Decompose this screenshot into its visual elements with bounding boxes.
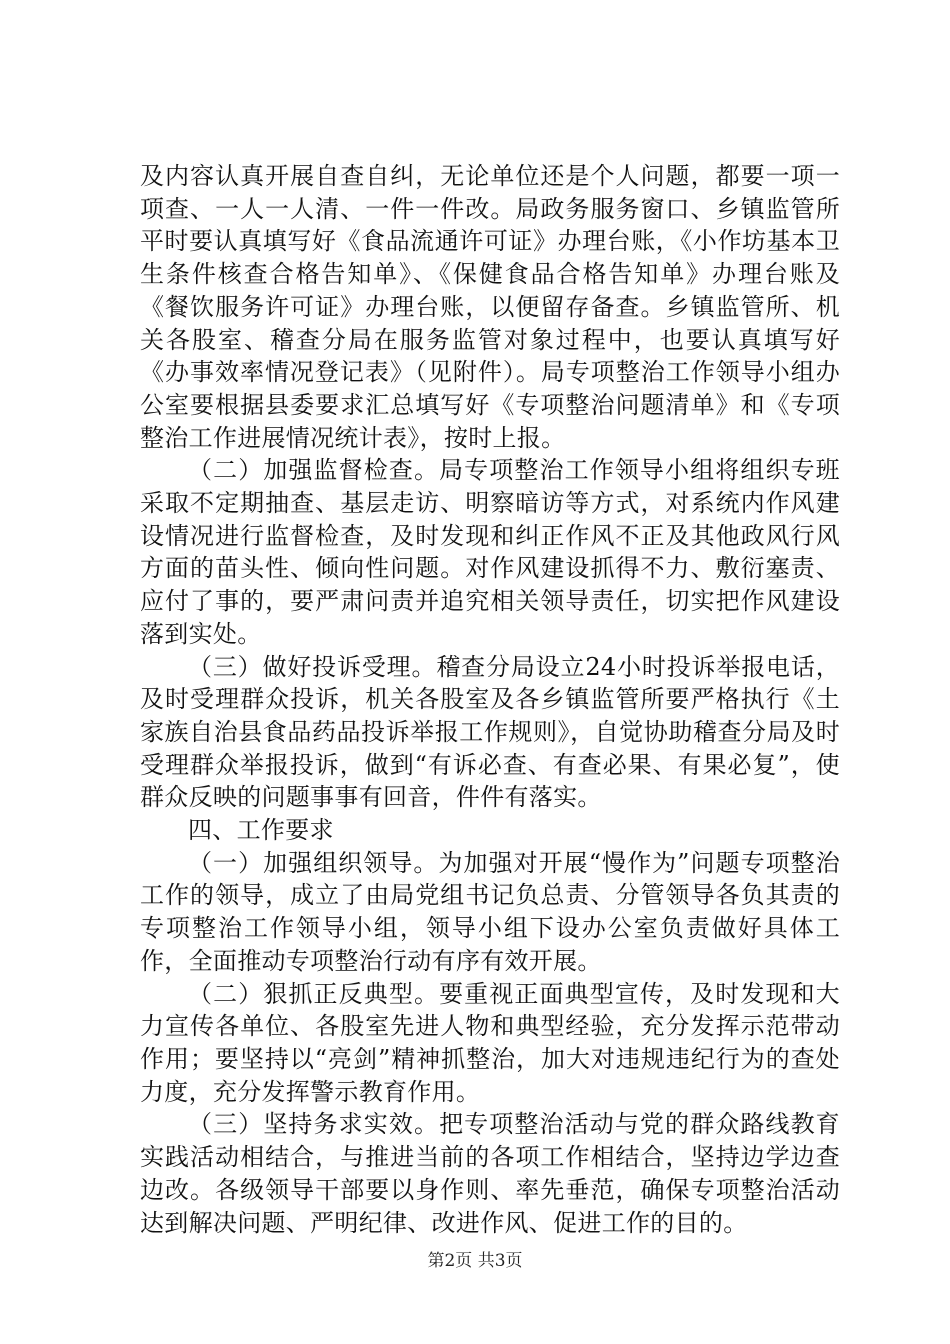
paragraph-6: （二）狠抓正反典型。要重视正面典型宣传，及时发现和大力宣传各单位、各股室先进人物和典型经验，充分发挥示范带动作用；要坚持以“亮剑”精神抓整治，加大对违规违纪行为的查处力度，充分发挥警示教育作用。	[140, 979, 840, 1106]
paragraph-7: （三）坚持务求实效。把专项整治活动与党的群众路线教育实践活动相结合，与推进当前的各项工作相结合，坚持边学边查边改。各级领导干部要以身作则、率先垂范，确保专项整治活动达到解决问题、严明纪律、改进作风、促进工作的目的。	[140, 1110, 840, 1237]
paragraph-2: （二）加强监督检查。局专项整治工作领导小组将组织专班采取不定期抽查、基层走访、明察暗访等方式，对系统内作风建设情况进行监督检查，及时发现和纠正作风不正及其他政风行风方面的苗头性、倾向性问题。对作风建设抓得不力、敷衍塞责、应付了事的，要严肃问责并追究相关领导责任，切实把作风建设落到实处。	[140, 456, 840, 648]
paragraph-5: （一）加强组织领导。为加强对开展“慢作为”问题专项整治工作的领导，成立了由局党组书记负总责、分管领导各负其责的专项整治工作领导小组，领导小组下设办公室负责做好具体工作，全面推动专项整治行动有序有效开展。	[140, 848, 840, 975]
page-footer: 第2页 共3页	[427, 1251, 523, 1271]
paragraph-1: 及内容认真开展自查自纠，无论单位还是个人问题，都要一项一项查、一人一人清、一件一件改。局政务服务窗口、乡镇监管所平时要认真填写好《食品流通许可证》办理台账，《小作坊基本卫生条件核查合格告知单》、《保健食品合格告知单》办理台账及《餐饮服务许可证》办理台账，以便留存备查。乡镇监管所、机关各股室、稽查分局在服务监管对象过程中，也要认真填写好《办事效率情况登记表》（见附件）。局专项整治工作领导小组办公室要根据县委要求汇总填写好《专项整治问题清单》和《专项整治工作进展情况统计表》，按时上报。	[140, 162, 840, 452]
paragraph-3: （三）做好投诉受理。稽查分局设立24小时投诉举报电话，及时受理群众投诉，机关各股室及各乡镇监管所要严格执行《土家族自治县食品药品投诉举报工作规则》，自觉协助稽查分局及时受理群众举报投诉，做到“有诉必查、有查必果、有果必复”，使群众反映的问题事事有回音，件件有落实。	[140, 652, 840, 812]
section-heading-work-requirements: 四、工作要求	[188, 816, 334, 845]
document-body	[140, 160, 840, 1239]
